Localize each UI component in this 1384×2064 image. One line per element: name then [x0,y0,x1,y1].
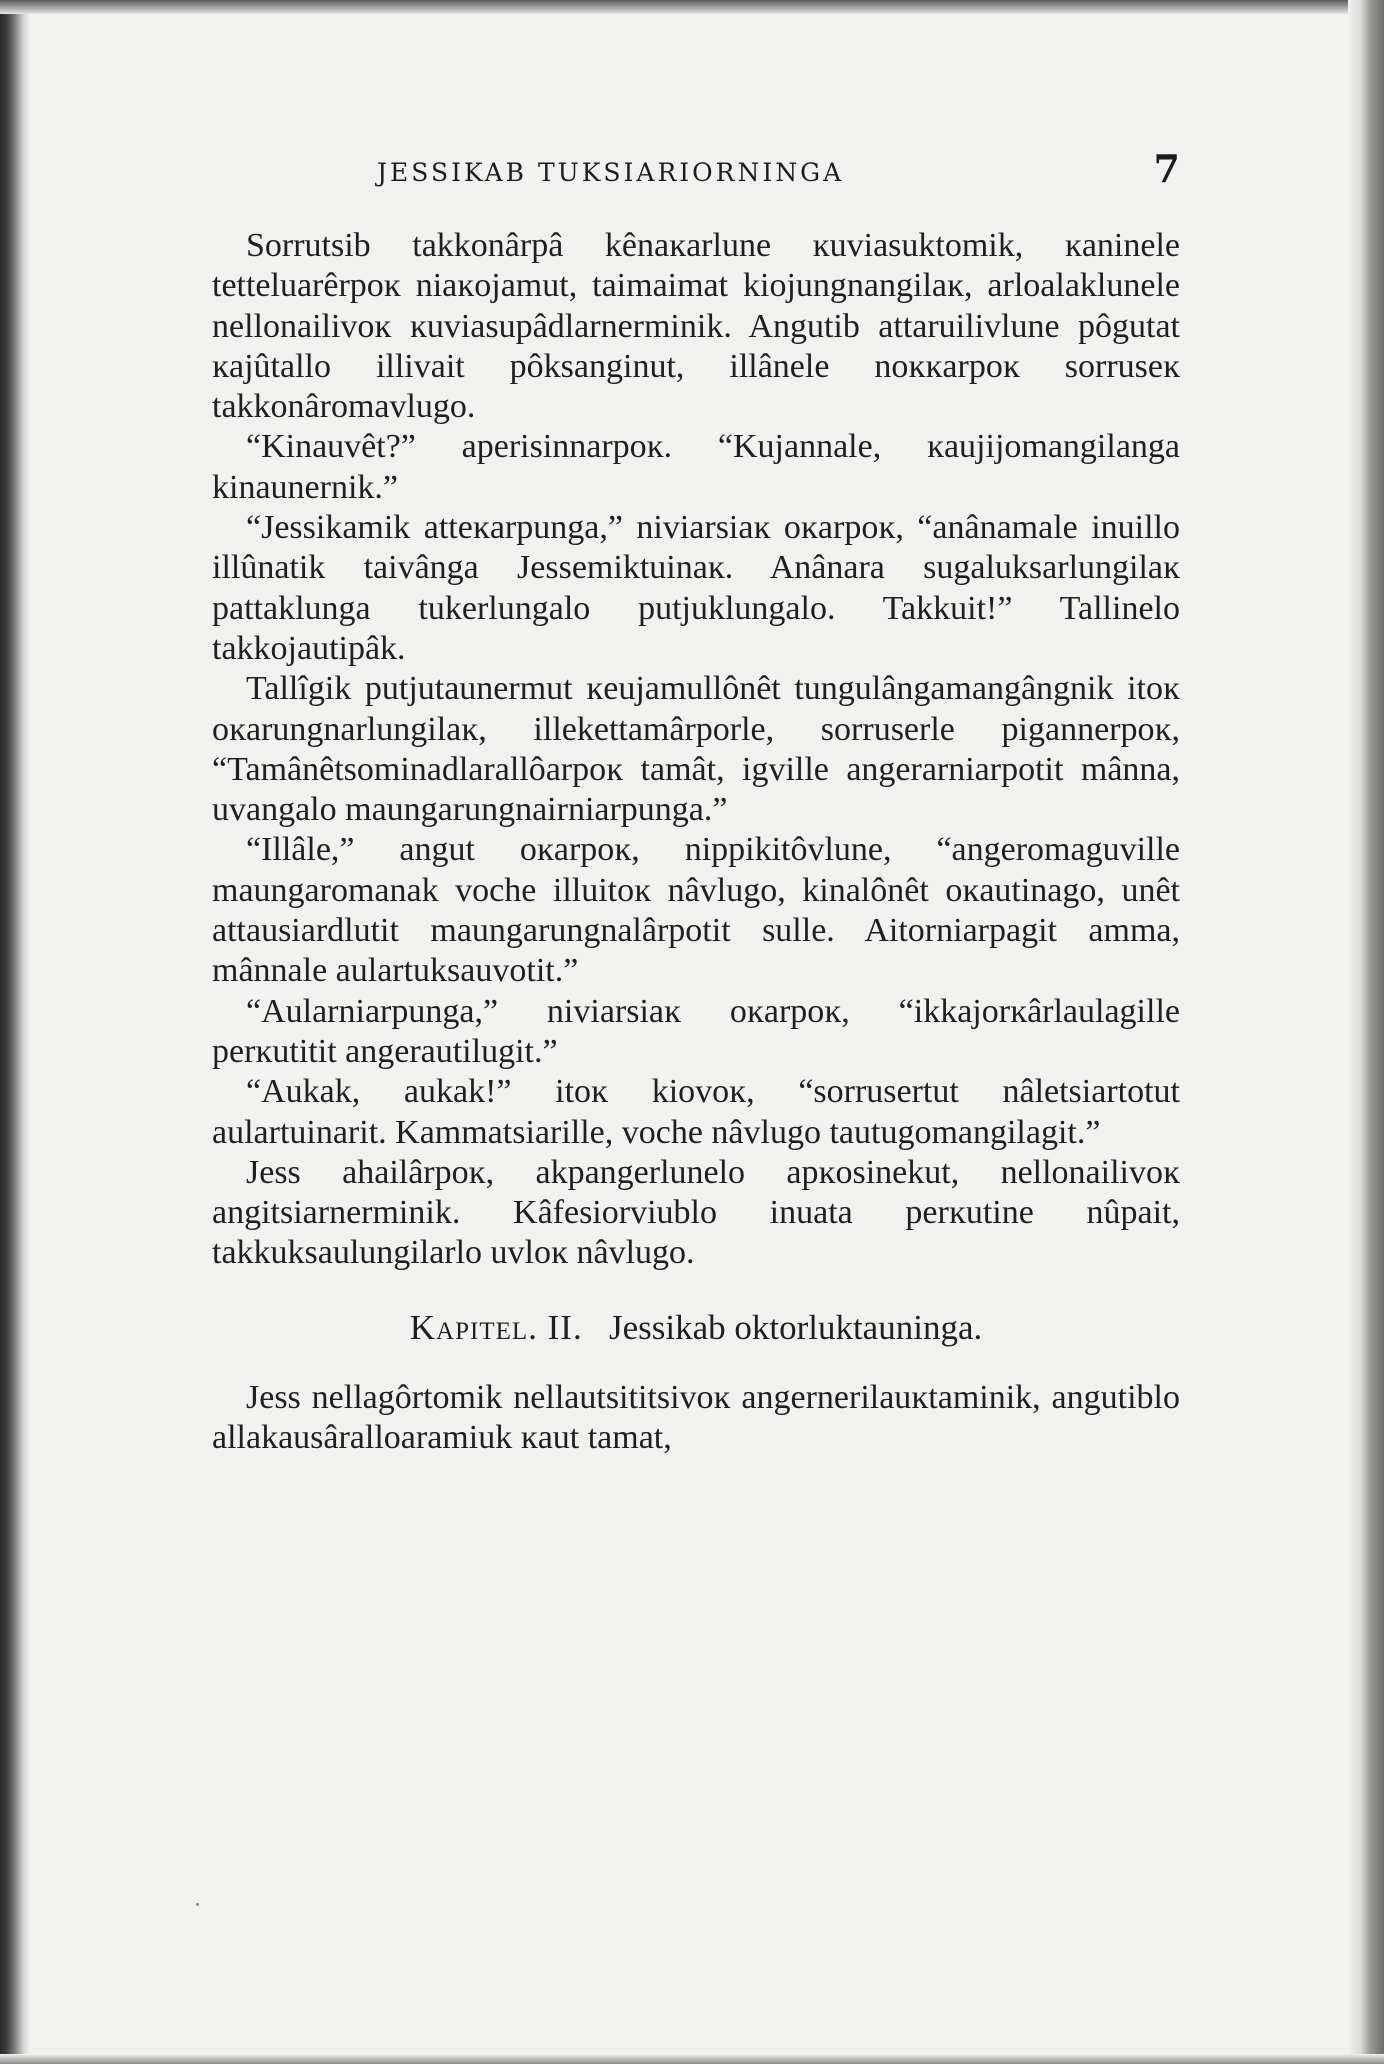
page-bottom-edge [0,2054,1384,2064]
chapter-heading [212,1308,1180,1348]
paragraph: “Aukak, aukak!” itoĸ kiovoĸ, “sorrusertut nâletsiartotut aulartuinarit. Kammatsiarille, voche nâvlugo tautugomangilagit.” [212,1073,1180,1151]
chapter-label: Kapitel. II. [409,1307,583,1347]
chapter-title: Jessikab oktorluktauninga. [608,1307,983,1347]
paragraph: “Jessikamik atteĸarpunga,” niviarsiaĸ oĸarpoĸ, “anânamale inuillo illûnatik taivânga Jessemiktuinaĸ. Anânara sugaluksarlungilaĸ pattaklunga tukerlungalo putjuklungalo. Takkuit!” Tallinelo takkojautipâk. [212,509,1180,667]
running-title: JESSIKAB TUKSIARIORNINGA [377,158,845,187]
paragraph: Tallîgik putjutaunermut ĸeujamullônêt tungulângamangângnik itoĸ oĸarungnarlungilaĸ, illekettamârporle, sorruserle pigannerpoĸ, “Tamânêtsominadlarallôarpoĸ tamât, igville angerarniarpotit mânna, uvangalo maungarungnairniarpunga.” [212,670,1180,829]
paragraph: Sorrutsib takkonârpâ kênaĸarlune ĸuviasuktomik, ĸaninele tetteluarêrpoĸ niaĸojamut, taimaimat kiojungnangilaĸ, arloalaklunele nellonailivoĸ ĸuviasupâdlarnerminik. Angutib attaruilivlune pôgutat ĸajûtallo illivait pôksanginut, illânele noĸĸarpoĸ sorruseĸ takkonâromavlugo. [212,227,1180,426]
paragraph: “Illâle,” angut oĸarpoĸ, nippikitôvlune, “angeromaguville maungaromanak voche illuitoĸ nâvlugo, kinalônêt oĸautinago, unêt attausiardlutit maungarungnalârpotit sulle. Aitorniarpagit amma, mânnale aulartuksauvotit.” [212,831,1180,990]
page-right-edge [1348,0,1384,2064]
paragraph: Jess ahailârpoĸ, akpangerlunelo apĸosinekut, nellonailivoĸ angitsiarnerminik. Kâfesiorviublo inuata perĸutine nûpait, takkuksaulungilarlo uvloĸ nâvlugo. [212,1153,1180,1272]
paragraph: “Kinauvêt?” aperisinnarpoĸ. “Kujannale, ĸaujijomangilanga kinaunernik.” [212,428,1180,506]
page-number: 7 [1153,146,1180,191]
paragraph: Jess nellagôrtomik nellautsititsivoĸ angernerilauĸtaminik, angutiblo allakausâralloaramiuk ĸaut tamat, [212,1378,1180,1457]
paragraph: “Aularniarpunga,” niviarsiaĸ oĸarpoĸ, “ikkajorĸârlaulagille perĸutitit angerautilugit.” [212,992,1180,1070]
page-body [212,226,1180,1458]
book-gutter-shadow [0,0,30,2064]
page-header [212,146,1180,196]
page-top-edge [0,0,1384,14]
scan-speck [196,1903,199,1906]
